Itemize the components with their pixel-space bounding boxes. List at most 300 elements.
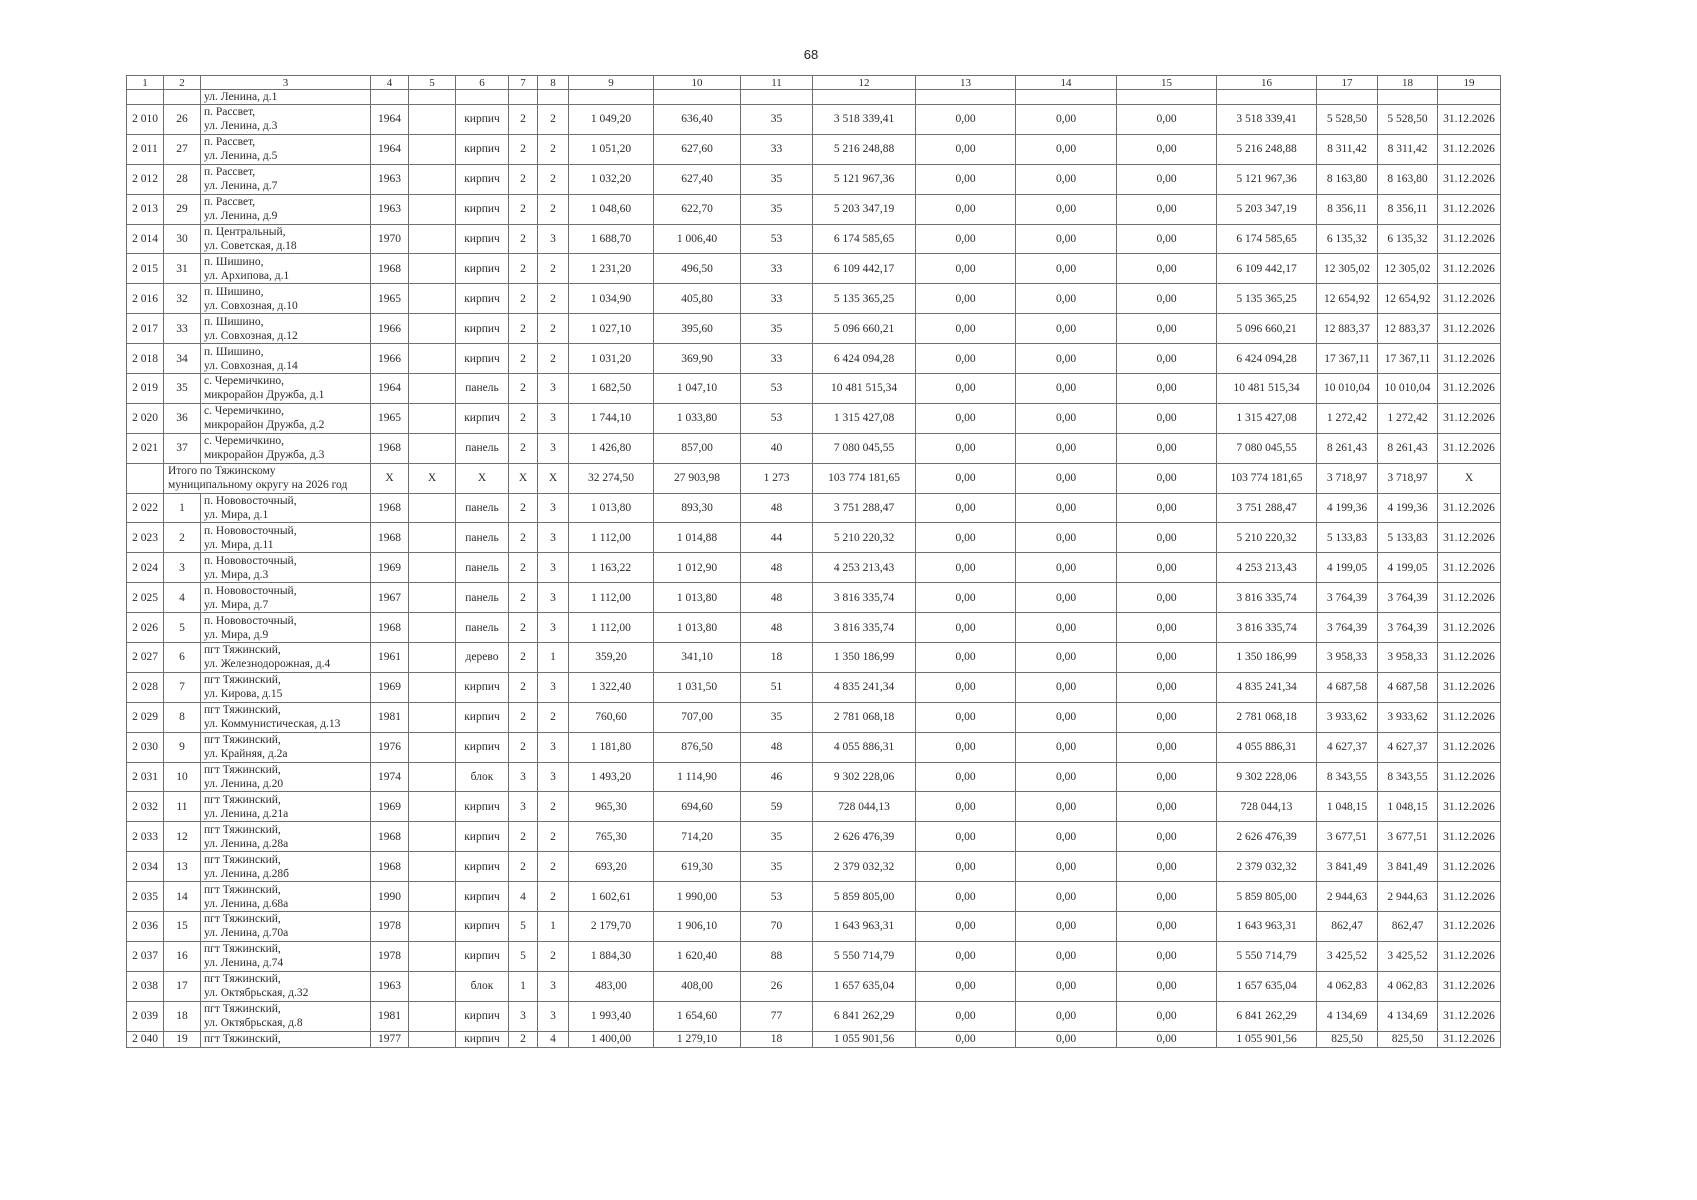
- table-cell: 627,60: [654, 134, 741, 164]
- table-cell: 1 272,42: [1317, 403, 1378, 433]
- table-cell: [409, 822, 456, 852]
- address-cell: [201, 1001, 371, 1031]
- table-cell: 5 133,83: [1378, 523, 1438, 553]
- table-cell: 2: [509, 254, 538, 284]
- table-cell: [409, 792, 456, 822]
- table-cell: 15: [164, 912, 201, 942]
- table-cell: 10 010,04: [1317, 374, 1378, 404]
- table-cell: 27: [164, 134, 201, 164]
- table-row: [127, 852, 1501, 882]
- table-cell: 2: [509, 134, 538, 164]
- table-cell: 1 315 427,08: [1217, 403, 1317, 433]
- table-cell: 4 055 886,31: [1217, 732, 1317, 762]
- address-line: пгт Тяжинский,: [204, 823, 281, 836]
- table-cell: 2 030: [127, 732, 164, 762]
- table-cell: 5 210 220,32: [813, 523, 916, 553]
- table-cell: 35: [741, 852, 813, 882]
- address-cell: [201, 732, 371, 762]
- table-cell: 3 425,52: [1317, 941, 1378, 971]
- table-cell: 0,00: [1117, 672, 1217, 702]
- table-cell: 1963: [371, 971, 409, 1001]
- table-cell: 48: [741, 613, 813, 643]
- table-cell: 3 751 288,47: [1217, 493, 1317, 523]
- table-row: [127, 613, 1501, 643]
- table-cell: 1 657 635,04: [1217, 971, 1317, 1001]
- column-header: 13: [916, 76, 1016, 90]
- table-cell: 0,00: [1016, 493, 1117, 523]
- table-cell: 12 305,02: [1378, 254, 1438, 284]
- table-cell: 26: [164, 105, 201, 135]
- table-cell: [409, 493, 456, 523]
- table-cell: [409, 403, 456, 433]
- table-cell: 0,00: [1117, 971, 1217, 1001]
- address-line: ул. Кирова, д.15: [204, 688, 283, 701]
- table-row: [127, 164, 1501, 194]
- table-cell: 2 781 068,18: [1217, 702, 1317, 732]
- table-cell: 0,00: [1016, 882, 1117, 912]
- table-cell: кирпич: [456, 941, 509, 971]
- table-cell: 35: [741, 164, 813, 194]
- table-cell: 0,00: [916, 553, 1016, 583]
- table-cell: 0,00: [916, 702, 1016, 732]
- table-cell: 2: [509, 284, 538, 314]
- table-cell: 3: [538, 1001, 569, 1031]
- table-cell: 1 031,50: [654, 672, 741, 702]
- table-cell: [409, 1001, 456, 1031]
- address-cell: [201, 105, 371, 135]
- table-cell: 0,00: [1117, 822, 1217, 852]
- table-cell: 3: [538, 523, 569, 553]
- table-cell: 44: [741, 523, 813, 553]
- table-row: [127, 702, 1501, 732]
- table-cell: 2: [538, 852, 569, 882]
- table-cell: кирпич: [456, 822, 509, 852]
- table-cell: 29: [164, 194, 201, 224]
- table-cell: 5 121 967,36: [813, 164, 916, 194]
- table-cell: 3: [538, 762, 569, 792]
- table-cell: 3 841,49: [1378, 852, 1438, 882]
- table-row: [127, 523, 1501, 553]
- table-cell: 1 032,20: [569, 164, 654, 194]
- table-cell: 28: [164, 164, 201, 194]
- table-cell: [409, 882, 456, 912]
- table-cell: 77: [741, 1001, 813, 1031]
- table-cell: [1016, 90, 1117, 105]
- table-cell: 2: [538, 702, 569, 732]
- address-line: ул. Совхозная, д.14: [204, 359, 298, 372]
- table-cell: 1 272,42: [1378, 403, 1438, 433]
- table-cell: 0,00: [1117, 463, 1217, 493]
- table-cell: кирпич: [456, 314, 509, 344]
- table-cell: 17: [164, 971, 201, 1001]
- table-cell: 35: [741, 702, 813, 732]
- table-cell: 3: [538, 583, 569, 613]
- table-cell: 5 859 805,00: [813, 882, 916, 912]
- table-cell: [409, 194, 456, 224]
- address-cell: [201, 672, 371, 702]
- table-cell: 88: [741, 941, 813, 971]
- table-cell: 1977: [371, 1031, 409, 1047]
- table-cell: 0,00: [916, 403, 1016, 433]
- table-cell: 3 816 335,74: [1217, 613, 1317, 643]
- table-cell: [164, 90, 201, 105]
- table-cell: 0,00: [916, 912, 1016, 942]
- table-cell: 2: [538, 254, 569, 284]
- table-cell: 2 020: [127, 403, 164, 433]
- table-cell: 2 781 068,18: [813, 702, 916, 732]
- table-cell: 405,80: [654, 284, 741, 314]
- table-cell: 1: [509, 971, 538, 1001]
- table-cell: 1 033,80: [654, 403, 741, 433]
- table-cell: 3: [538, 493, 569, 523]
- column-header: 18: [1378, 76, 1438, 90]
- table-cell: 408,00: [654, 971, 741, 1001]
- table-cell: 0,00: [916, 463, 1016, 493]
- column-header: 8: [538, 76, 569, 90]
- table-cell: 1981: [371, 702, 409, 732]
- table-cell: 1 163,22: [569, 553, 654, 583]
- table-cell: [127, 90, 164, 105]
- table-cell: 14: [164, 882, 201, 912]
- table-cell: 6 109 442,17: [1217, 254, 1317, 284]
- address-line: с. Черемичкино,: [204, 435, 285, 448]
- table-cell: 1966: [371, 344, 409, 374]
- table-cell: 1974: [371, 762, 409, 792]
- table-cell: 0,00: [1117, 762, 1217, 792]
- address-line: пгт Тяжинский,: [204, 734, 281, 747]
- table-cell: 3: [509, 1001, 538, 1031]
- table-cell: 4 199,05: [1378, 553, 1438, 583]
- table-cell: 0,00: [916, 792, 1016, 822]
- table-cell: 12: [164, 822, 201, 852]
- table-cell: [409, 523, 456, 553]
- table-cell: 32 274,50: [569, 463, 654, 493]
- table-cell: 0,00: [1117, 403, 1217, 433]
- table-cell: 1968: [371, 613, 409, 643]
- column-header: 19: [1438, 76, 1501, 90]
- table-cell: 0,00: [916, 583, 1016, 613]
- table-cell: 2: [509, 732, 538, 762]
- address-line: микрорайон Дружба, д.2: [204, 419, 325, 432]
- table-cell: 1: [538, 912, 569, 942]
- table-row: [127, 882, 1501, 912]
- table-cell: 1 051,20: [569, 134, 654, 164]
- table-cell: 0,00: [916, 762, 1016, 792]
- table-cell: 1 013,80: [654, 583, 741, 613]
- address-line: пгт Тяжинский,: [204, 853, 281, 866]
- address-line: ул. Мира, д.7: [204, 598, 269, 611]
- table-row: [127, 1001, 1501, 1031]
- table-cell: 3: [538, 433, 569, 463]
- table-cell: 2: [509, 643, 538, 673]
- address-line: п. Нововосточный,: [204, 584, 297, 597]
- table-cell: 965,30: [569, 792, 654, 822]
- table-cell: 53: [741, 374, 813, 404]
- table-cell: 33: [741, 254, 813, 284]
- table-row: [127, 553, 1501, 583]
- table-cell: 2: [509, 702, 538, 732]
- table-cell: 3: [538, 732, 569, 762]
- table-cell: 2: [509, 224, 538, 254]
- column-header: 10: [654, 76, 741, 90]
- table-cell: 1 643 963,31: [1217, 912, 1317, 942]
- table-cell: 4: [538, 1031, 569, 1047]
- table-cell: 1968: [371, 254, 409, 284]
- table-cell: 2 035: [127, 882, 164, 912]
- table-cell: [409, 284, 456, 314]
- table-cell: кирпич: [456, 792, 509, 822]
- table-cell: 1968: [371, 822, 409, 852]
- table-cell: 728 044,13: [1217, 792, 1317, 822]
- table-cell: 483,00: [569, 971, 654, 1001]
- table-cell: 0,00: [1016, 403, 1117, 433]
- table-cell: 1969: [371, 792, 409, 822]
- table-cell: 2 017: [127, 314, 164, 344]
- address-line: ул. Октябрьская, д.32: [204, 987, 309, 1000]
- table-cell: 1 744,10: [569, 403, 654, 433]
- table-cell: 12 883,37: [1378, 314, 1438, 344]
- table-cell: 1969: [371, 672, 409, 702]
- table-cell: X: [1438, 463, 1501, 493]
- table-cell: 0,00: [1016, 463, 1117, 493]
- table-cell: 857,00: [654, 433, 741, 463]
- table-cell: 1963: [371, 194, 409, 224]
- table-cell: 2: [509, 314, 538, 344]
- table-cell: 0,00: [1016, 374, 1117, 404]
- table-cell: 6 174 585,65: [1217, 224, 1317, 254]
- total-label-line: Итого по Тяжинскому: [168, 465, 276, 478]
- table-cell: [409, 134, 456, 164]
- table-body: [127, 90, 1501, 1048]
- address-line: ул. Ленина, д.68а: [204, 897, 289, 910]
- table-cell: 53: [741, 224, 813, 254]
- table-cell: кирпич: [456, 224, 509, 254]
- table-row: [127, 822, 1501, 852]
- table-cell: [409, 762, 456, 792]
- address-line: ул. Октябрьская, д.8: [204, 1017, 303, 1030]
- table-cell: 6 174 585,65: [813, 224, 916, 254]
- table-cell: 2: [538, 105, 569, 135]
- table-cell: 2 379 032,32: [813, 852, 916, 882]
- table-cell: 3 718,97: [1317, 463, 1378, 493]
- table-cell: 1 493,20: [569, 762, 654, 792]
- table-cell: 2: [538, 344, 569, 374]
- table-cell: 3 518 339,41: [1217, 105, 1317, 135]
- table-cell: 1968: [371, 523, 409, 553]
- table-cell: 2: [509, 523, 538, 553]
- table-cell: 103 774 181,65: [813, 463, 916, 493]
- table-cell: 3 518 339,41: [813, 105, 916, 135]
- table-cell: 3: [538, 613, 569, 643]
- table-cell: 0,00: [1016, 732, 1117, 762]
- table-cell: 31.12.2026: [1438, 493, 1501, 523]
- table-row: [127, 643, 1501, 673]
- table-cell: 2: [538, 882, 569, 912]
- table-cell: 0,00: [916, 194, 1016, 224]
- table-cell: 862,47: [1317, 912, 1378, 942]
- table-cell: 0,00: [1117, 433, 1217, 463]
- table-cell: 5 096 660,21: [1217, 314, 1317, 344]
- table-cell: 1 990,00: [654, 882, 741, 912]
- table-cell: 3 751 288,47: [813, 493, 916, 523]
- table-cell: 0,00: [1016, 433, 1117, 463]
- address-line: ул. Ленина, д.28а: [204, 837, 289, 850]
- table-cell: 70: [741, 912, 813, 942]
- table-cell: 1 350 186,99: [1217, 643, 1317, 673]
- table-row: [127, 134, 1501, 164]
- table-cell: 0,00: [1117, 224, 1217, 254]
- table-row: [127, 792, 1501, 822]
- table-cell: 2: [509, 583, 538, 613]
- address-line: пгт Тяжинский,: [204, 644, 281, 657]
- table-cell: 5 528,50: [1378, 105, 1438, 135]
- table-cell: 0,00: [916, 433, 1016, 463]
- table-cell: 2: [509, 105, 538, 135]
- table-cell: 18: [164, 1001, 201, 1031]
- table-cell: 2: [509, 493, 538, 523]
- table-cell: кирпич: [456, 912, 509, 942]
- table-row: [127, 403, 1501, 433]
- table-cell: кирпич: [456, 1001, 509, 1031]
- address-line: ул. Ленина, д.5: [204, 150, 278, 163]
- table-cell: 1 012,90: [654, 553, 741, 583]
- table-cell: 4 835 241,34: [1217, 672, 1317, 702]
- table-cell: 0,00: [1117, 583, 1217, 613]
- table-cell: 3 425,52: [1378, 941, 1438, 971]
- table-cell: 0,00: [1016, 613, 1117, 643]
- table-cell: 8 163,80: [1378, 164, 1438, 194]
- table-cell: 0,00: [1016, 762, 1117, 792]
- table-cell: 0,00: [1016, 583, 1117, 613]
- table-cell: 31.12.2026: [1438, 912, 1501, 942]
- table-cell: 6 424 094,28: [1217, 344, 1317, 374]
- table-cell: 0,00: [1016, 254, 1117, 284]
- table-cell: 1 350 186,99: [813, 643, 916, 673]
- table-cell: 2 023: [127, 523, 164, 553]
- table-cell: 48: [741, 583, 813, 613]
- table-cell: 0,00: [916, 314, 1016, 344]
- table-cell: X: [538, 463, 569, 493]
- table-cell: 1 006,40: [654, 224, 741, 254]
- table-cell: [409, 164, 456, 194]
- table-cell: 8 311,42: [1317, 134, 1378, 164]
- table-cell: 7 080 045,55: [813, 433, 916, 463]
- column-header: 15: [1117, 76, 1217, 90]
- table-cell: 12 305,02: [1317, 254, 1378, 284]
- table-row: [127, 912, 1501, 942]
- table-cell: 31: [164, 254, 201, 284]
- address-line: п. Шишино,: [204, 285, 264, 298]
- table-cell: [409, 732, 456, 762]
- table-cell: 5 096 660,21: [813, 314, 916, 344]
- table-cell: 1 315 427,08: [813, 403, 916, 433]
- table-cell: кирпич: [456, 852, 509, 882]
- table-cell: 2 038: [127, 971, 164, 1001]
- address-line: пгт Тяжинский,: [204, 913, 281, 926]
- table-header: [127, 76, 1501, 90]
- table-cell: 2 039: [127, 1001, 164, 1031]
- table-cell: 0,00: [916, 254, 1016, 284]
- table-cell: 0,00: [916, 672, 1016, 702]
- address-line: пгт Тяжинский,: [204, 1003, 281, 1016]
- table-cell: кирпич: [456, 134, 509, 164]
- table-cell: кирпич: [456, 105, 509, 135]
- table-cell: 0,00: [916, 164, 1016, 194]
- table-cell: кирпич: [456, 284, 509, 314]
- table-cell: 31.12.2026: [1438, 882, 1501, 912]
- table-cell: кирпич: [456, 882, 509, 912]
- table-cell: 0,00: [1117, 105, 1217, 135]
- table-cell: 13: [164, 852, 201, 882]
- table-cell: 1967: [371, 583, 409, 613]
- table-cell: 33: [741, 134, 813, 164]
- table-cell: 0,00: [916, 822, 1016, 852]
- table-cell: 3: [164, 553, 201, 583]
- table-cell: 2: [509, 822, 538, 852]
- table-cell: 31.12.2026: [1438, 194, 1501, 224]
- table-cell: 1 279,10: [654, 1031, 741, 1047]
- table-cell: 31.12.2026: [1438, 164, 1501, 194]
- table-cell: X: [456, 463, 509, 493]
- table-row: [127, 284, 1501, 314]
- table-cell: 1969: [371, 553, 409, 583]
- address-line: п. Рассвет,: [204, 106, 256, 119]
- table-cell: 1964: [371, 134, 409, 164]
- table-cell: 0,00: [1117, 284, 1217, 314]
- table-cell: 35: [741, 105, 813, 135]
- table-cell: 2 036: [127, 912, 164, 942]
- address-line: ул. Совхозная, д.10: [204, 299, 298, 312]
- address-line: ул. Мира, д.3: [204, 568, 269, 581]
- table-cell: 1 027,10: [569, 314, 654, 344]
- address-line: пгт Тяжинский,: [204, 704, 281, 717]
- table-cell: [569, 90, 654, 105]
- table-cell: 0,00: [1016, 852, 1117, 882]
- address-line: пгт Тяжинский,: [204, 973, 281, 986]
- table-cell: 5 203 347,19: [813, 194, 916, 224]
- table-cell: 46: [741, 762, 813, 792]
- column-header: 2: [164, 76, 201, 90]
- table-cell: 728 044,13: [813, 792, 916, 822]
- table-cell: 2: [538, 284, 569, 314]
- table-cell: панель: [456, 583, 509, 613]
- table-cell: 6 424 094,28: [813, 344, 916, 374]
- address-cell: [201, 254, 371, 284]
- total-row: [127, 463, 1501, 493]
- total-label: [164, 463, 371, 493]
- table-cell: 2 018: [127, 344, 164, 374]
- table-cell: 1 181,80: [569, 732, 654, 762]
- table-cell: 2: [509, 433, 538, 463]
- table-row: [127, 344, 1501, 374]
- table-row: [127, 583, 1501, 613]
- table-cell: 8 343,55: [1317, 762, 1378, 792]
- table-cell: 825,50: [1378, 1031, 1438, 1047]
- table-cell: 8: [164, 702, 201, 732]
- table-cell: 30: [164, 224, 201, 254]
- column-header: 9: [569, 76, 654, 90]
- table-cell: [409, 643, 456, 673]
- table-cell: 2 011: [127, 134, 164, 164]
- table-cell: кирпич: [456, 164, 509, 194]
- table-cell: 2 016: [127, 284, 164, 314]
- table-cell: 31.12.2026: [1438, 822, 1501, 852]
- address-line: ул. Ленина, д.3: [204, 120, 278, 133]
- address-line: п. Нововосточный,: [204, 495, 297, 508]
- column-header: 6: [456, 76, 509, 90]
- address-cell: [201, 493, 371, 523]
- table-cell: [409, 105, 456, 135]
